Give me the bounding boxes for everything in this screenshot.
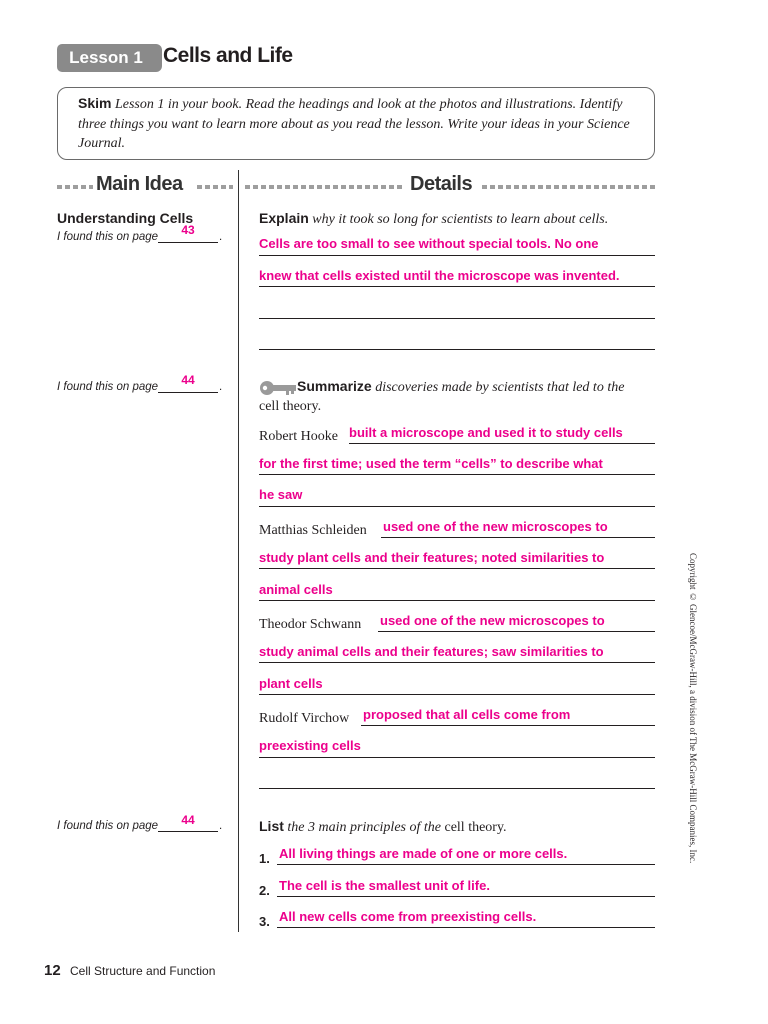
period: . <box>219 231 223 243</box>
answer-text: preexisting cells <box>259 738 361 753</box>
explain-verb: Explain <box>259 210 309 226</box>
answer-line <box>259 600 655 601</box>
answer-line <box>259 662 655 663</box>
answer-text: used one of the new microscopes to <box>383 519 608 534</box>
details-dashes-left <box>245 185 403 189</box>
page-number-answer: 44 <box>181 813 195 827</box>
answer-text: proposed that all cells come from <box>363 707 571 722</box>
answer-line <box>381 537 655 538</box>
lesson-tab: Lesson 1 <box>57 44 155 72</box>
page-number-answer: 43 <box>181 223 195 237</box>
answer-text: he saw <box>259 487 303 502</box>
answer-line <box>259 757 655 758</box>
scientist-name: Theodor Schwann <box>259 617 362 632</box>
summarize-prompt <box>297 378 624 396</box>
summarize-verb: Summarize <box>297 378 372 394</box>
main-idea-dashes-left <box>57 185 93 189</box>
answer-line <box>259 349 655 350</box>
answer-text: knew that cells existed until the microscope was invented. <box>259 268 620 283</box>
answer-line <box>259 286 655 287</box>
column-divider <box>238 170 239 932</box>
skim-label: Skim <box>78 95 112 111</box>
list-number: 3. <box>259 914 270 929</box>
answer-line <box>277 864 655 865</box>
answer-text: All living things are made of one or more cells. <box>279 846 568 861</box>
period: . <box>219 820 223 832</box>
scientist-name: Rudolf Virchow <box>259 711 350 726</box>
answer-text: The cell is the smallest unit of life. <box>279 878 490 893</box>
summarize-prompt-cont: cell theory. <box>259 399 322 414</box>
answer-line <box>259 474 655 475</box>
answer-text: animal cells <box>259 582 333 597</box>
answer-text: plant cells <box>259 676 323 691</box>
answer-line <box>277 927 655 928</box>
period: . <box>219 381 223 393</box>
main-idea-heading: Main Idea <box>96 173 183 195</box>
answer-line <box>378 631 655 632</box>
footer-title: Cell Structure and Function <box>70 964 216 978</box>
answer-line <box>259 506 655 507</box>
list-number: 1. <box>259 851 270 866</box>
details-dashes-right <box>482 185 655 189</box>
answer-line <box>277 896 655 897</box>
answer-line <box>259 255 655 256</box>
details-heading: Details <box>410 173 473 195</box>
answer-line <box>259 694 655 695</box>
found-page-label: I found this on page <box>57 231 159 243</box>
lesson-title: Cells and Life <box>163 44 293 67</box>
page-number: 12 <box>44 962 61 979</box>
answer-line <box>259 788 655 789</box>
summarize-text: discoveries made by scientists that led to the <box>371 380 625 395</box>
list-verb: List <box>259 818 284 834</box>
answer-text: study plant cells and their features; noted similarities to <box>259 550 605 565</box>
found-page-label: I found this on page <box>57 820 159 832</box>
scientist-name: Matthias Schleiden <box>259 523 367 538</box>
answer-line <box>259 568 655 569</box>
answer-text: All new cells come from preexisting cells. <box>279 909 537 924</box>
list-text: the 3 main principles of the <box>283 820 441 835</box>
copyright-notice: Copyright © Glencoe/McGraw-Hill, a division of The McGraw-Hill Companies, Inc. <box>688 553 698 864</box>
explain-text: why it took so long for scientists to learn about cells. <box>308 212 609 227</box>
answer-text: built a microscope and used it to study cells <box>349 425 623 440</box>
scientist-name: Robert Hooke <box>259 429 338 444</box>
answer-line <box>349 443 655 444</box>
main-idea-dashes-right <box>197 185 233 189</box>
explain-prompt <box>259 210 608 228</box>
answer-text: Cells are too small to see without special tools. No one <box>259 236 599 251</box>
skim-instructions-box <box>57 87 655 160</box>
main-idea-title: Understanding Cells <box>57 210 194 226</box>
answer-text: for the first time; used the term “cells” to describe what <box>259 456 603 471</box>
answer-text: study animal cells and their features; saw similarities to <box>259 644 604 659</box>
list-prompt <box>259 818 507 836</box>
answer-text: used one of the new microscopes to <box>380 613 605 628</box>
answer-line <box>361 725 655 726</box>
skim-text: Lesson 1 in your book. Read the headings and look at the photos and illustrations. Identify three things you want to learn more about as you read the lesson. Write your ideas in your Science Journal. <box>78 97 630 151</box>
page-number-answer: 44 <box>181 373 195 387</box>
answer-line <box>259 318 655 319</box>
found-page-label: I found this on page <box>57 381 159 393</box>
list-number: 2. <box>259 883 270 898</box>
key-icon <box>259 379 297 397</box>
list-text-end: cell theory. <box>440 820 507 835</box>
